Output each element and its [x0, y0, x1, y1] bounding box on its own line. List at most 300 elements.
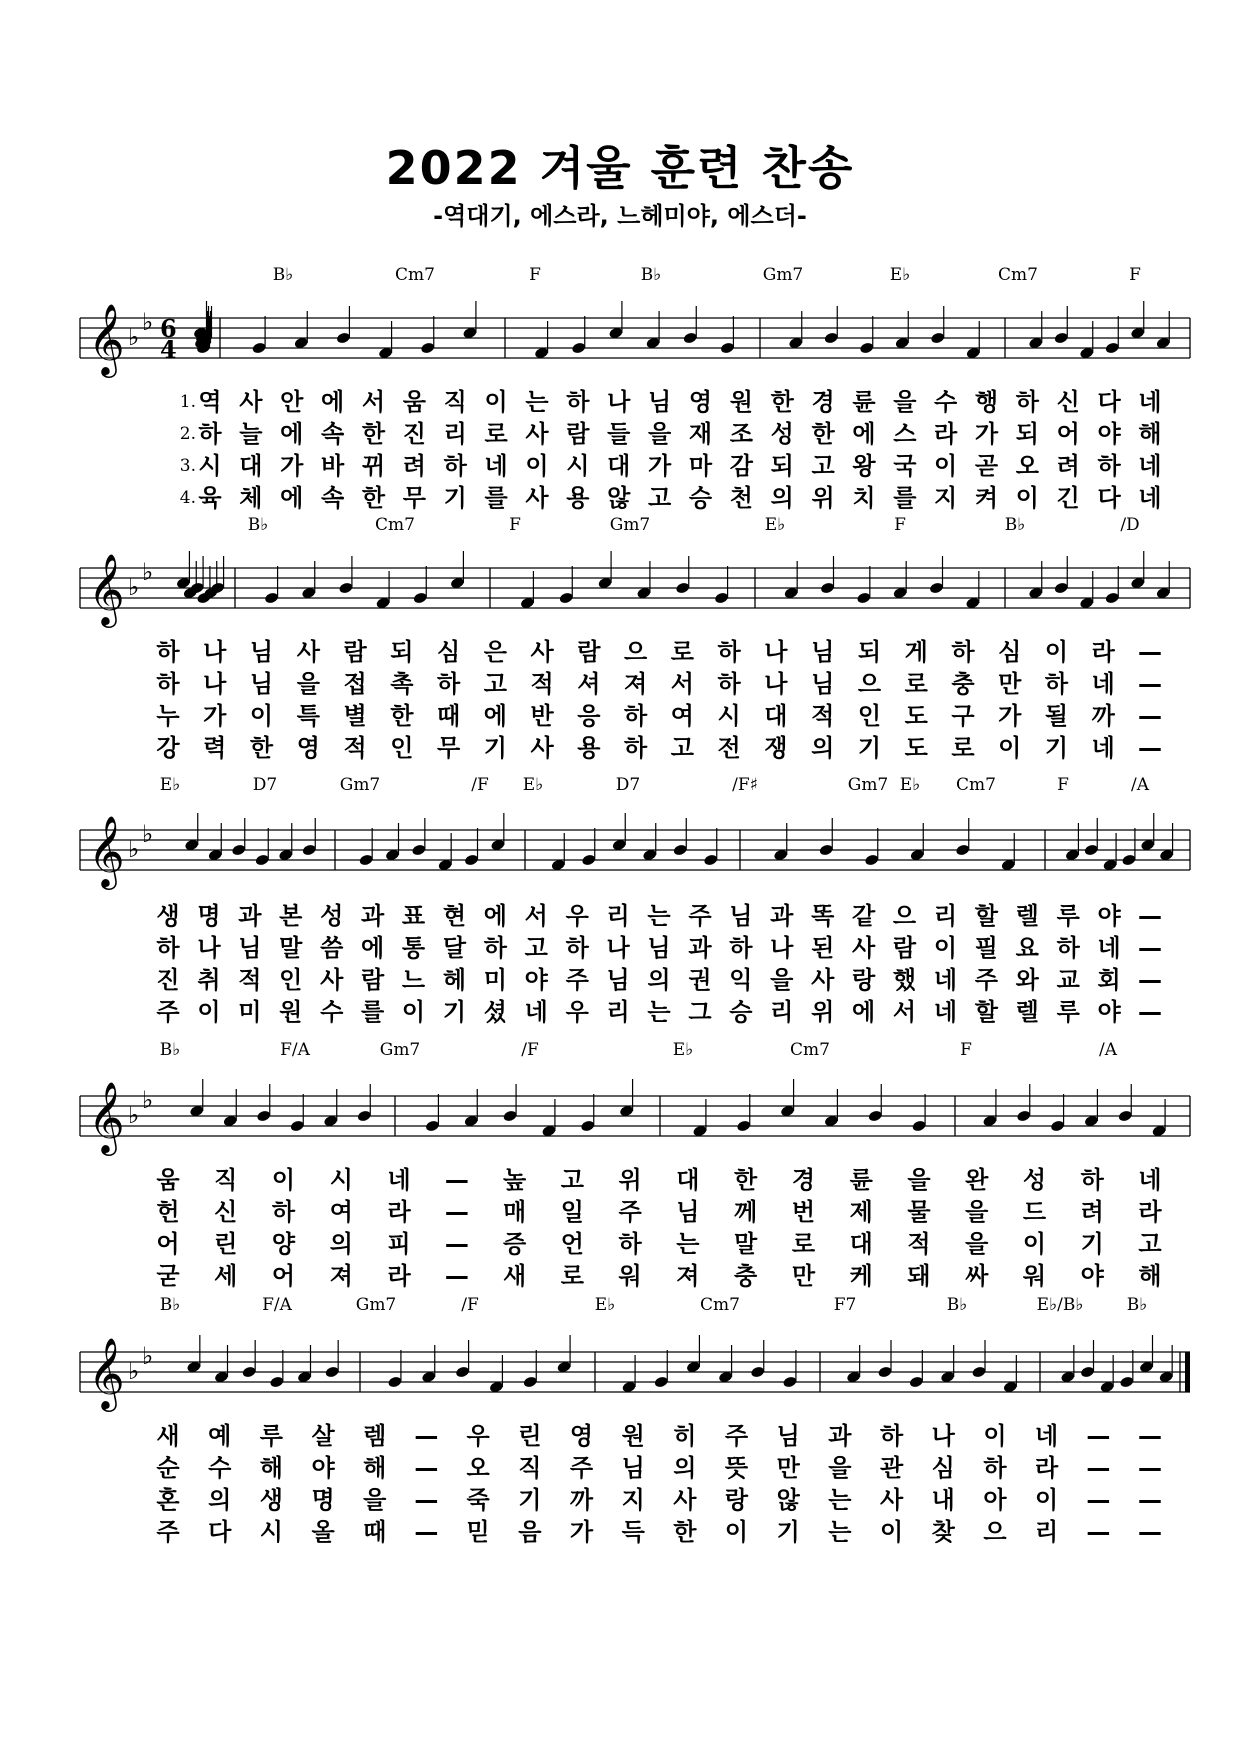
lyric-syllable: 승 — [729, 998, 753, 1026]
lyric-syllable: 대 — [239, 452, 263, 480]
lyric-syllable: 렐 — [1015, 902, 1039, 930]
lyric-syllable: 사 — [673, 1486, 697, 1514]
lyric-syllable: 스 — [893, 420, 917, 448]
notehead — [971, 1365, 986, 1378]
lyric-syllable: 대 — [607, 452, 631, 480]
lyric-syllable: 해 — [363, 1454, 387, 1482]
lyric-syllable: 뀌 — [361, 452, 386, 480]
lyric-syllable: 리 — [606, 902, 630, 930]
lyric-syllable: 를 — [360, 998, 385, 1026]
lyric-syllable: 용 — [566, 484, 590, 512]
lyric-syllable: 찾 — [931, 1518, 955, 1546]
lyric-syllable: 셨 — [483, 998, 507, 1026]
lyric-syllable: 루 — [259, 1422, 283, 1450]
chord-symbol: /F♯ — [732, 775, 758, 795]
lyric-syllable: 표 — [401, 902, 426, 930]
lyric-syllable: 나 — [770, 934, 794, 962]
lyric-syllable: 느 — [401, 966, 426, 994]
lyric-syllable: 로 — [904, 670, 928, 698]
chord-symbol: Gm7 — [762, 265, 804, 285]
lyric-syllable: 한 — [811, 420, 835, 448]
lyric-syllable: 이 — [933, 934, 957, 962]
lyric-syllable: — — [1138, 902, 1162, 930]
lyric-syllable: 님 — [776, 1422, 800, 1450]
lyric-syllable: 하 — [483, 934, 507, 962]
lyric-syllable: 야 — [1097, 998, 1121, 1026]
lyric-syllable: 회 — [1097, 966, 1121, 994]
lyric-syllable: 의 — [770, 484, 794, 512]
lyric-syllable: 주 — [618, 1198, 642, 1226]
lyric-syllable: 성 — [1022, 1166, 1047, 1194]
key-flat-icon: ♭ — [128, 835, 140, 863]
chord-symbol: Gm7 — [339, 775, 381, 795]
lyric-syllable: 라 — [1035, 1454, 1059, 1482]
lyric-syllable: 가 — [647, 452, 672, 480]
lyric-syllable: 충 — [951, 670, 975, 698]
lyric-syllable: 이 — [484, 388, 508, 416]
lyric-syllable: 한 — [249, 734, 274, 762]
lyric-syllable: 서 — [361, 388, 386, 416]
lyric-syllable: 고 — [670, 734, 694, 762]
lyric-syllable: 여 — [670, 702, 694, 730]
lyric-syllable: — — [1138, 638, 1162, 666]
lyric-syllable: 강 — [156, 734, 180, 762]
chord-symbol: E♭ — [899, 775, 921, 795]
chord-symbol: /F — [461, 1295, 479, 1315]
lyric-syllable: 통 — [401, 934, 426, 962]
lyric-syllable: 의 — [647, 966, 671, 994]
lyric-syllable: 으 — [892, 902, 917, 930]
chord-symbol: B♭ — [1126, 1295, 1148, 1315]
lyric-syllable: 왕 — [852, 452, 876, 480]
lyric-syllable: 시 — [259, 1518, 283, 1546]
lyric-syllable: 륜 — [849, 1166, 873, 1194]
lyric-syllable: 위 — [811, 484, 835, 512]
lyric-syllable: 하 — [436, 670, 461, 698]
lyric-syllable: 셔 — [577, 670, 601, 698]
notehead — [750, 1365, 765, 1378]
lyric-syllable: 려 — [1080, 1198, 1104, 1226]
lyric-syllable: 리 — [933, 902, 957, 930]
treble-clef-icon: 𝄞 — [88, 552, 125, 625]
lyric-syllable: 나 — [203, 670, 227, 698]
lyric-syllable: 이 — [724, 1518, 749, 1546]
lyric-syllable: 속 — [321, 420, 345, 448]
lyric-syllable: 사 — [879, 1486, 904, 1514]
lyric-syllable: 되 — [1015, 420, 1039, 448]
lyric-syllable: 에 — [851, 998, 876, 1026]
lyric-syllable: 인 — [857, 702, 882, 730]
lyric-syllable: 인 — [390, 734, 414, 762]
lyric-syllable: 의 — [673, 1454, 697, 1482]
lyric-syllable: 들 — [607, 420, 631, 448]
lyric-syllable: — — [1138, 998, 1162, 1026]
lyric-syllable: 시 — [717, 702, 741, 730]
chord-symbol: F7 — [833, 1295, 857, 1315]
lyric-syllable: — — [1138, 670, 1162, 698]
lyric-syllable: 에 — [360, 934, 385, 962]
lyric-syllable: 전 — [717, 734, 741, 762]
key-flat-icon: ♭ — [142, 820, 154, 848]
lyric-syllable: 람 — [892, 934, 917, 962]
lyric-syllable: 을 — [965, 1230, 989, 1258]
lyric-syllable: 우 — [565, 902, 589, 930]
lyric-syllable: 으 — [857, 670, 882, 698]
lyric-syllable: 람 — [360, 966, 385, 994]
lyric-syllable: 만 — [791, 1262, 815, 1290]
lyric-syllable: 굳 — [156, 1262, 180, 1290]
lyric-syllable: 리 — [770, 998, 794, 1026]
lyric-syllable: 생 — [156, 902, 180, 930]
lyric-syllable: 일 — [560, 1198, 584, 1226]
chord-symbol: /D — [1120, 515, 1140, 535]
lyric-syllable: 람 — [566, 420, 590, 448]
chord-symbol: B♭ — [946, 1295, 968, 1315]
chord-symbol: F — [1057, 775, 1069, 795]
lyric-syllable: 원 — [729, 388, 753, 416]
lyric-syllable: 에 — [483, 702, 507, 730]
lyric-syllable: 이 — [879, 1518, 904, 1546]
lyric-syllable: — — [444, 1230, 469, 1258]
lyric-syllable: 네 — [933, 998, 957, 1026]
chord-symbol: Gm7 — [847, 775, 889, 795]
song-title: 2022 겨울 훈련 찬송 — [385, 141, 855, 195]
chord-symbol: F — [509, 515, 521, 535]
lyric-syllable: 는 — [647, 902, 671, 930]
lyric-syllable: 라 — [1138, 1198, 1162, 1226]
lyric-syllable: 네 — [1138, 388, 1162, 416]
lyric-syllable: 뜻 — [724, 1454, 749, 1482]
lyric-syllable: 똑 — [811, 902, 835, 930]
lyric-syllable: 역 — [198, 388, 222, 416]
lyric-syllable: 하 — [1044, 670, 1069, 698]
lyric-syllable: 번 — [791, 1198, 815, 1226]
lyric-syllable: 까 — [1091, 702, 1115, 730]
lyric-syllable: 의 — [329, 1230, 353, 1258]
notehead — [324, 1365, 339, 1378]
lyric-syllable: 하 — [729, 934, 753, 962]
key-flat-icon: ♭ — [128, 323, 140, 351]
lyric-syllable: 늘 — [239, 420, 263, 448]
song-subtitle: -역대기, 에스라, 느헤미야, 에스더- — [433, 202, 807, 230]
lyric-syllable: 기 — [483, 734, 507, 762]
lyric-syllable: 과 — [770, 902, 794, 930]
lyric-syllable: 말 — [734, 1230, 758, 1258]
lyric-syllable: 로 — [484, 420, 508, 448]
lyric-syllable: 사 — [851, 934, 876, 962]
lyric-syllable: 린 — [214, 1230, 238, 1258]
lyric-syllable: 기 — [1080, 1230, 1104, 1258]
lyric-syllable: 하 — [271, 1198, 296, 1226]
lyric-syllable: 네 — [484, 452, 508, 480]
lyric-syllable: 에 — [321, 388, 345, 416]
lyric-syllable: 고 — [483, 670, 507, 698]
lyric-syllable: 바 — [321, 452, 345, 480]
lyric-syllable: 라 — [387, 1262, 411, 1290]
lyric-syllable: 이 — [1044, 638, 1069, 666]
lyric-syllable: 사 — [811, 966, 835, 994]
lyric-syllable: 재 — [688, 420, 713, 448]
lyric-syllable: 하 — [618, 1230, 642, 1258]
chord-symbol: Cm7 — [395, 265, 435, 285]
lyric-syllable: 한 — [361, 484, 386, 512]
lyric-syllable: 씀 — [320, 934, 344, 962]
lyric-syllable: 취 — [197, 966, 221, 994]
lyric-syllable: 그 — [688, 998, 712, 1026]
lyric-syllable: 응 — [577, 702, 601, 730]
lyric-syllable: 로 — [670, 638, 694, 666]
key-flat-icon: ♭ — [128, 1101, 140, 1129]
lyric-syllable: 치 — [852, 484, 876, 512]
lyric-syllable: 오 — [466, 1454, 490, 1482]
lyric-syllable: 된 — [811, 934, 835, 962]
lyric-syllable: 주 — [156, 1518, 180, 1546]
verse-number: 4. — [179, 488, 196, 508]
lyric-syllable: 한 — [673, 1518, 697, 1546]
chord-symbol: F — [894, 515, 906, 535]
lyric-syllable: 본 — [279, 902, 303, 930]
lyric-syllable: 는 — [676, 1230, 700, 1258]
lyric-syllable: 오 — [1015, 452, 1039, 480]
chord-symbol: D7 — [252, 775, 278, 795]
lyric-syllable: 네 — [1091, 734, 1115, 762]
lyric-syllable: 우 — [565, 998, 589, 1026]
lyric-syllable: 대 — [764, 702, 788, 730]
chord-symbol: Gm7 — [379, 1040, 421, 1060]
lyric-syllable: 영 — [296, 734, 320, 762]
lyric-syllable: 혼 — [156, 1486, 180, 1514]
lyric-syllable: — — [1086, 1422, 1111, 1450]
final-barline — [1185, 1352, 1190, 1392]
lyric-syllable: 네 — [1097, 934, 1121, 962]
lyric-syllable: 님 — [729, 902, 753, 930]
lyric-syllable: 주 — [688, 902, 712, 930]
lyric-syllable: 내 — [931, 1486, 955, 1514]
lyric-syllable: 주 — [156, 998, 180, 1026]
lyric-syllable: 져 — [624, 670, 648, 698]
chord-symbol: /F — [521, 1040, 539, 1060]
lyric-syllable: 언 — [560, 1230, 584, 1258]
chord-symbol: F — [1129, 265, 1141, 285]
chord-symbol: B♭ — [159, 1040, 181, 1060]
lyric-syllable: 필 — [974, 934, 998, 962]
lyric-syllable: 새 — [156, 1422, 180, 1450]
lyric-syllable: — — [1086, 1486, 1111, 1514]
lyric-syllable: — — [444, 1262, 469, 1290]
lyric-syllable: 싸 — [965, 1262, 989, 1290]
lyric-syllable: 네 — [524, 998, 548, 1026]
lyric-syllable: — — [1138, 1454, 1162, 1482]
lyric-syllable: 수 — [934, 388, 958, 416]
chord-symbol: /A — [1130, 775, 1150, 795]
chord-symbol: E♭ — [594, 1295, 616, 1315]
lyric-syllable: 게 — [904, 638, 928, 666]
lyric-syllable: 용 — [577, 734, 601, 762]
lyric-syllable: — — [1138, 734, 1162, 762]
chord-symbol: F/A — [280, 1040, 310, 1060]
lyric-syllable: 워 — [1022, 1262, 1047, 1290]
lyric-syllable: 살 — [311, 1422, 335, 1450]
lyric-syllable: 이 — [197, 998, 221, 1026]
lyric-syllable: 져 — [329, 1262, 353, 1290]
lyric-syllable: 야 — [311, 1454, 335, 1482]
lyric-syllable: 로 — [791, 1230, 815, 1258]
lyric-syllable: 움 — [402, 388, 426, 416]
lyric-syllable: 적 — [907, 1230, 931, 1258]
lyric-syllable: 라 — [387, 1198, 411, 1226]
lyric-syllable: 나 — [203, 638, 227, 666]
lyric-syllable: 주 — [569, 1454, 594, 1482]
lyric-syllable: 이 — [934, 452, 958, 480]
lyric-syllable: 님 — [811, 638, 835, 666]
lyric-syllable: 람 — [577, 638, 601, 666]
lyric-syllable: 관 — [879, 1454, 904, 1482]
lyric-syllable: 라 — [1091, 638, 1115, 666]
lyric-syllable: 린 — [518, 1422, 542, 1450]
lyric-syllable: 안 — [280, 388, 304, 416]
lyric-syllable: 네 — [1091, 670, 1115, 698]
lyric-syllable: 는 — [828, 1518, 852, 1546]
lyric-syllable: 한 — [734, 1166, 758, 1194]
lyric-syllable: 수 — [320, 998, 344, 1026]
lyric-syllable: 랑 — [724, 1486, 749, 1514]
lyric-syllable: 하 — [717, 638, 741, 666]
lyric-syllable: 완 — [965, 1166, 989, 1194]
lyric-syllable: 높 — [502, 1166, 527, 1194]
lyric-syllable: 하 — [198, 420, 222, 448]
lyric-syllable: 행 — [974, 388, 999, 416]
lyric-syllable: 하 — [624, 702, 648, 730]
chord-symbol: Gm7 — [355, 1295, 397, 1315]
chord-symbol: E♭/B♭ — [1036, 1295, 1084, 1315]
lyric-syllable: 은 — [483, 638, 507, 666]
lyric-syllable: 려 — [1056, 452, 1080, 480]
lyric-syllable: 에 — [280, 420, 304, 448]
chord-symbol: E♭ — [889, 265, 911, 285]
lyric-syllable: 순 — [156, 1454, 180, 1482]
lyric-syllable: 다 — [1097, 388, 1121, 416]
lyric-syllable: 다 — [1097, 484, 1121, 512]
lyric-syllable: 생 — [259, 1486, 283, 1514]
lyric-syllable: 가 — [203, 702, 227, 730]
lyric-syllable: 께 — [734, 1198, 758, 1226]
lyric-syllable: 하 — [1015, 388, 1039, 416]
lyric-syllable: 위 — [811, 998, 835, 1026]
lyric-syllable: 음 — [518, 1518, 542, 1546]
lyric-syllable: 의 — [208, 1486, 232, 1514]
time-sig-bottom: 4 — [160, 335, 177, 364]
lyric-syllable: 증 — [502, 1230, 527, 1258]
lyric-syllable: 움 — [156, 1166, 180, 1194]
lyric-syllable: 기 — [518, 1486, 542, 1514]
lyric-syllable: 사 — [239, 388, 263, 416]
lyric-syllable: 나 — [764, 670, 788, 698]
lyric-syllable: 직 — [443, 388, 467, 416]
lyric-syllable: 때 — [436, 702, 461, 730]
lyric-syllable: 나 — [931, 1422, 955, 1450]
lyric-syllable: 어 — [271, 1262, 296, 1290]
lyric-syllable: 나 — [764, 638, 788, 666]
lyric-syllable: — — [1138, 1422, 1162, 1450]
lyric-syllable: 까 — [569, 1486, 594, 1514]
lyric-syllable: 을 — [893, 388, 917, 416]
lyric-syllable: 력 — [203, 734, 227, 762]
chord-symbol: E♭ — [159, 775, 181, 795]
lyric-syllable: 천 — [729, 484, 753, 512]
lyric-syllable: 을 — [296, 670, 320, 698]
lyric-syllable: 고 — [560, 1166, 584, 1194]
lyric-syllable: 경 — [791, 1166, 815, 1194]
lyric-syllable: 이 — [271, 1166, 296, 1194]
lyric-syllable: 네 — [933, 966, 957, 994]
lyric-syllable: 되 — [390, 638, 414, 666]
lyric-syllable: 않 — [776, 1486, 800, 1514]
lyric-syllable: 위 — [618, 1166, 642, 1194]
lyric-syllable: 하 — [1097, 452, 1121, 480]
chord-symbol: B♭ — [159, 1295, 181, 1315]
lyric-syllable: — — [414, 1422, 439, 1450]
lyric-syllable: 감 — [729, 452, 753, 480]
chord-symbol: F — [960, 1040, 972, 1060]
lyric-syllable: 촉 — [390, 670, 414, 698]
lyric-syllable: 하 — [624, 734, 648, 762]
lyric-syllable: 지 — [934, 484, 958, 512]
lyric-syllable: 님 — [238, 934, 262, 962]
lyric-syllable: 를 — [484, 484, 508, 512]
key-flat-icon: ♭ — [128, 573, 140, 601]
lyric-syllable: 아 — [983, 1486, 1007, 1514]
lyric-syllable: 현 — [442, 902, 466, 930]
lyric-syllable: 사 — [320, 966, 344, 994]
lyric-syllable: 시 — [566, 452, 590, 480]
lyric-syllable: — — [1138, 1486, 1162, 1514]
chord-symbol: E♭ — [522, 775, 544, 795]
lyric-syllable: 고 — [811, 452, 835, 480]
lyric-syllable: 을 — [770, 966, 794, 994]
lyric-syllable: 하 — [156, 670, 180, 698]
notehead — [1080, 1365, 1095, 1378]
treble-clef-icon: 𝄞 — [88, 1336, 125, 1409]
lyric-syllable: 륜 — [852, 388, 876, 416]
lyric-syllable: 이 — [525, 452, 549, 480]
treble-clef-icon: 𝄞 — [88, 302, 125, 375]
lyric-syllable: 기 — [857, 734, 882, 762]
lyric-syllable: 국 — [893, 452, 917, 480]
lyric-syllable: 과 — [688, 934, 712, 962]
lyric-syllable: 익 — [729, 966, 753, 994]
lyric-syllable: 승 — [688, 484, 713, 512]
lyric-syllable: 성 — [320, 902, 344, 930]
lyric-syllable: 대 — [676, 1166, 700, 1194]
lyric-syllable: 새 — [502, 1262, 527, 1290]
lyric-syllable: 올 — [311, 1518, 335, 1546]
lyric-syllable: 우 — [466, 1422, 490, 1450]
lyric-syllable: 어 — [1056, 420, 1080, 448]
lyric-syllable: 시 — [329, 1166, 353, 1194]
lyric-syllable: 신 — [1056, 388, 1080, 416]
lyric-syllable: 쟁 — [764, 734, 788, 762]
lyric-syllable: 원 — [621, 1422, 645, 1450]
key-flat-icon: ♭ — [142, 308, 154, 336]
lyric-syllable: 곧 — [974, 452, 999, 480]
lyric-syllable: — — [1138, 966, 1162, 994]
lyric-syllable: 서 — [524, 902, 548, 930]
lyric-syllable: 한 — [361, 420, 386, 448]
lyric-syllable: 믿 — [466, 1518, 490, 1546]
lyric-syllable: 어 — [156, 1230, 180, 1258]
lyric-syllable: 육 — [198, 484, 222, 512]
lyric-syllable: 심 — [998, 638, 1022, 666]
